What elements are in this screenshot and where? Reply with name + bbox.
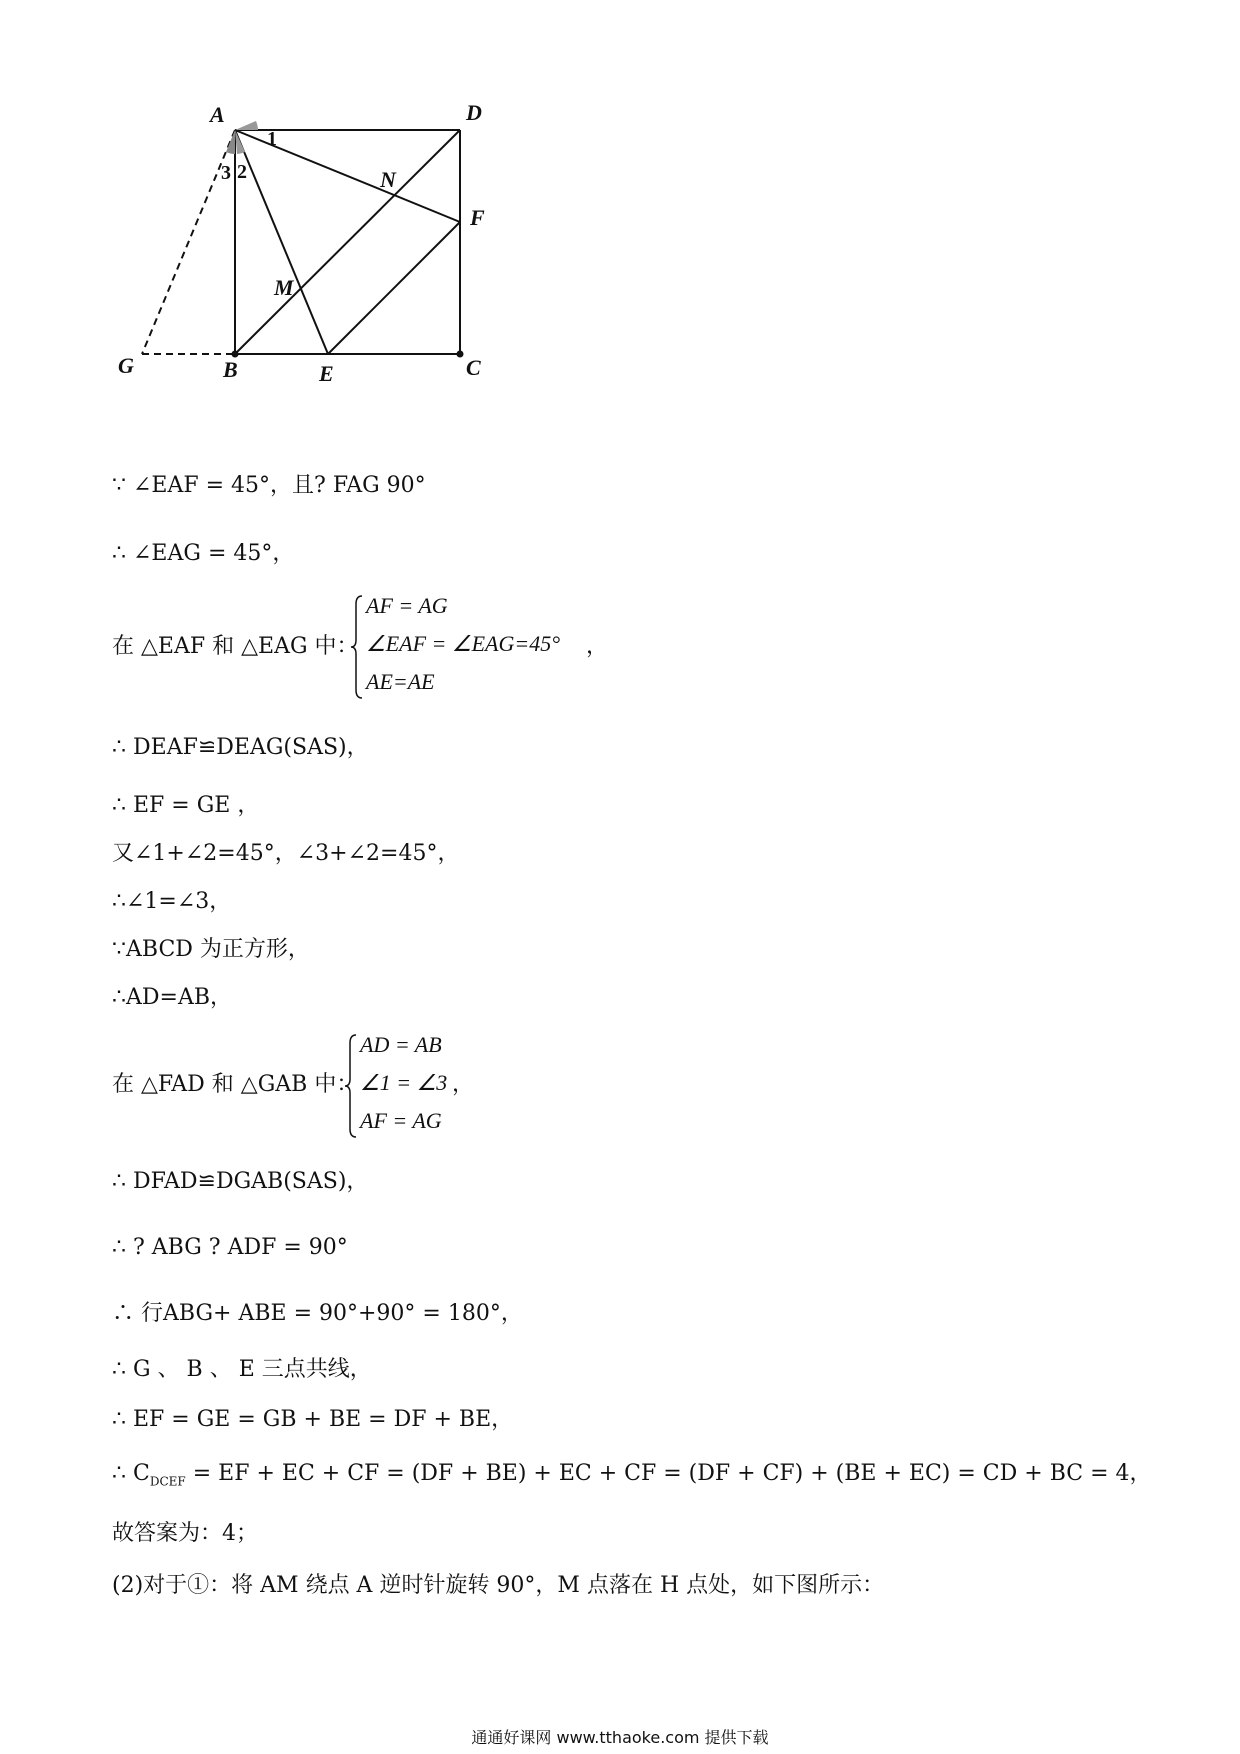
system-2-row-3: AF = AG [360,1108,442,1133]
label-f: F [470,205,485,230]
line-17: 故答案为：4； [112,1521,258,1546]
system-1-row-2: ∠EAF = ∠EAG=45° [366,631,561,656]
line-15: ∴ EF = GE = GB + BE = DF + BE， [112,1407,514,1432]
equation-system-1 [350,592,610,702]
brace-icon [344,1031,358,1141]
line-9: ∴AD=AB， [112,985,233,1010]
system-2-row-2: ∠1 = ∠3 [360,1070,448,1095]
label-d: D [466,105,482,125]
system-2-row-1: AD = AB [360,1032,442,1057]
line-1: ∵ ∠EAF = 45°，且? FAG 90° [112,473,426,498]
label-angle-1: 1 [267,128,277,150]
line-3-suffix: ， [586,634,609,659]
line-2: ∴ ∠EAG = 45°， [112,541,295,566]
line-16 [112,1460,1152,1495]
line-13: ∴ 行ABG+ ABE = 90°+90° = 180°， [112,1301,523,1326]
brace-icon [350,592,364,702]
angle-3-mark [226,130,235,154]
label-e: E [319,361,334,386]
equation-system-2 [344,1031,544,1141]
system-1-row-1: AF = AG [366,593,448,618]
square-abcd [235,130,460,354]
line-16-rest: = EF + EC + CF = (DF + BE) + EC + CF = (DF + CF) + (BE + EC) = CD + BC = 4， [185,1461,1152,1486]
line-14: ∴ G 、 B 、 E 三点共线， [112,1357,372,1382]
label-c: C [466,355,481,380]
system-1-row-3: AE=AE [366,669,435,694]
label-angle-2: 2 [237,161,247,183]
line-18: (2)对于①：将 AM 绕点 A 逆时针旋转 90°，M 点落在 H 点处，如下图所示： [112,1573,885,1598]
label-g: G [118,353,134,378]
label-n: N [380,167,396,192]
label-angle-3: 3 [221,162,231,184]
line-12: ∴ ? ABG ? ADF = 90° [112,1235,348,1260]
line-11: ∴ DFAD≌DGAB(SAS)， [112,1169,369,1194]
page-footer: 通通好课网 www.tthaoke.com 提供下载 [471,1728,769,1747]
label-b: B [223,357,238,382]
label-m: M [274,275,294,300]
line-7: ∴∠1=∠3， [112,889,232,914]
line-8: ∵ABCD 为正方形， [112,937,310,962]
line-16-sub: DCEF [149,1474,186,1489]
line-10-suffix: ， [452,1072,475,1097]
angle-1-mark [235,121,258,130]
geometry-figure [110,105,570,435]
line-3-prefix: 在 △EAF 和 △EAG 中： [112,634,359,659]
line-16-c: ∴ C [112,1461,150,1486]
line-6: 又∠1+∠2=45°，∠3+∠2=45°， [112,841,460,866]
line-5: ∴ EF = GE ， [112,793,260,818]
line-4: ∴ DEAF≌DEAG(SAS)， [112,735,369,760]
label-a: A [210,105,225,127]
point-c-dot [457,351,464,358]
line-10-prefix: 在 △FAD 和 △GAB 中： [112,1072,359,1097]
